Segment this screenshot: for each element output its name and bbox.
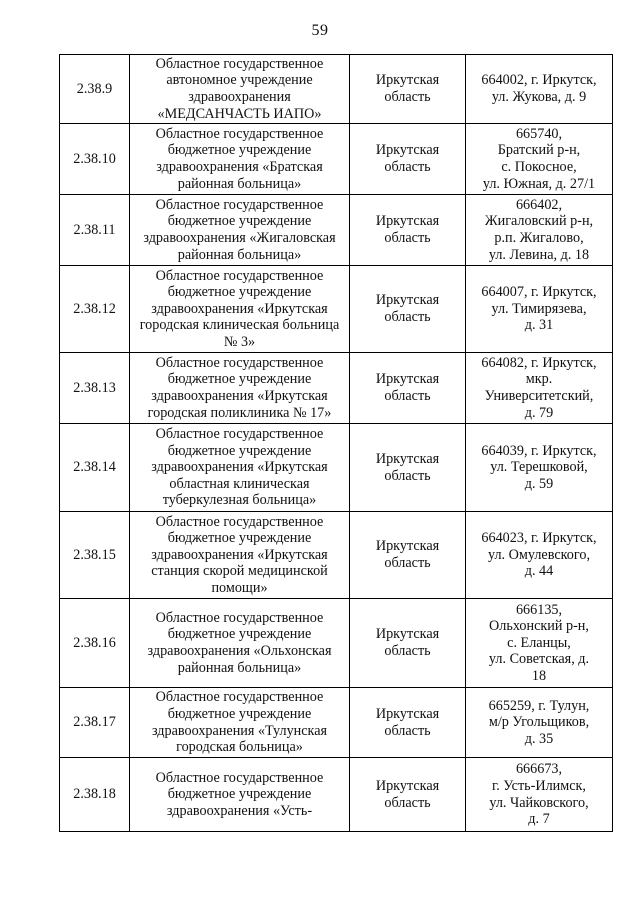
table-row <box>60 55 613 124</box>
address: 664082, г. Иркутск, мкр. Университетский, д. 79 <box>466 353 613 424</box>
institution-name: Областное государственное бюджетное учреждение здравоохранения «Усть- <box>130 758 350 832</box>
region: Иркутская область <box>350 599 466 688</box>
institution-name: Областное государственное бюджетное учреждение здравоохранения «Иркутская станция скорой медицинской помощи» <box>130 512 350 599</box>
institution-name: Областное государственное бюджетное учреждение здравоохранения «Тулунская городская больница» <box>130 688 350 758</box>
region: Иркутская область <box>350 424 466 512</box>
region: Иркутская область <box>350 124 466 195</box>
table-row <box>60 758 613 832</box>
row-number: 2.38.16 <box>60 599 130 688</box>
address: 664007, г. Иркутск, ул. Тимирязева, д. 31 <box>466 266 613 353</box>
address: 664002, г. Иркутск, ул. Жукова, д. 9 <box>466 55 613 124</box>
institutions-table <box>59 54 613 832</box>
region: Иркутская область <box>350 353 466 424</box>
region: Иркутская область <box>350 758 466 832</box>
address: 665259, г. Тулун, м/р Угольщиков, д. 35 <box>466 688 613 758</box>
row-number: 2.38.17 <box>60 688 130 758</box>
row-number: 2.38.12 <box>60 266 130 353</box>
address: 664023, г. Иркутск, ул. Омулевского, д. 44 <box>466 512 613 599</box>
table-row <box>60 353 613 424</box>
institution-name: Областное государственное бюджетное учреждение здравоохранения «Жигаловская районная больница» <box>130 195 350 266</box>
address: 666135, Ольхонский р-н, с. Еланцы, ул. Советская, д. 18 <box>466 599 613 688</box>
address: 666402, Жигаловский р-н, р.п. Жигалово, ул. Левина, д. 18 <box>466 195 613 266</box>
row-number: 2.38.10 <box>60 124 130 195</box>
table-row <box>60 124 613 195</box>
row-number: 2.38.15 <box>60 512 130 599</box>
region: Иркутская область <box>350 55 466 124</box>
address: 666673, г. Усть-Илимск, ул. Чайковского, д. 7 <box>466 758 613 832</box>
region: Иркутская область <box>350 688 466 758</box>
region: Иркутская область <box>350 195 466 266</box>
address: 665740, Братский р-н, с. Покосное, ул. Южная, д. 27/1 <box>466 124 613 195</box>
table-row <box>60 599 613 688</box>
institution-name: Областное государственное автономное учреждение здравоохранения «МЕДСАНЧАСТЬ ИАПО» <box>130 55 350 124</box>
institution-name: Областное государственное бюджетное учреждение здравоохранения «Иркутская областная клиническая туберкулезная больница» <box>130 424 350 512</box>
table-row <box>60 195 613 266</box>
table-row <box>60 512 613 599</box>
row-number: 2.38.14 <box>60 424 130 512</box>
institution-name: Областное государственное бюджетное учреждение здравоохранения «Братская районная больница» <box>130 124 350 195</box>
page-number: 59 <box>311 22 329 39</box>
institution-name: Областное государственное бюджетное учреждение здравоохранения «Иркутская городская клиническая больница № 3» <box>130 266 350 353</box>
table-row <box>60 266 613 353</box>
region: Иркутская область <box>350 266 466 353</box>
region: Иркутская область <box>350 512 466 599</box>
row-number: 2.38.13 <box>60 353 130 424</box>
institution-name: Областное государственное бюджетное учреждение здравоохранения «Иркутская городская поликлиника № 17» <box>130 353 350 424</box>
table-row <box>60 688 613 758</box>
address: 664039, г. Иркутск, ул. Терешковой, д. 59 <box>466 424 613 512</box>
institution-name: Областное государственное бюджетное учреждение здравоохранения «Ольхонская районная больница» <box>130 599 350 688</box>
row-number: 2.38.18 <box>60 758 130 832</box>
row-number: 2.38.11 <box>60 195 130 266</box>
table-row <box>60 424 613 512</box>
row-number: 2.38.9 <box>60 55 130 124</box>
